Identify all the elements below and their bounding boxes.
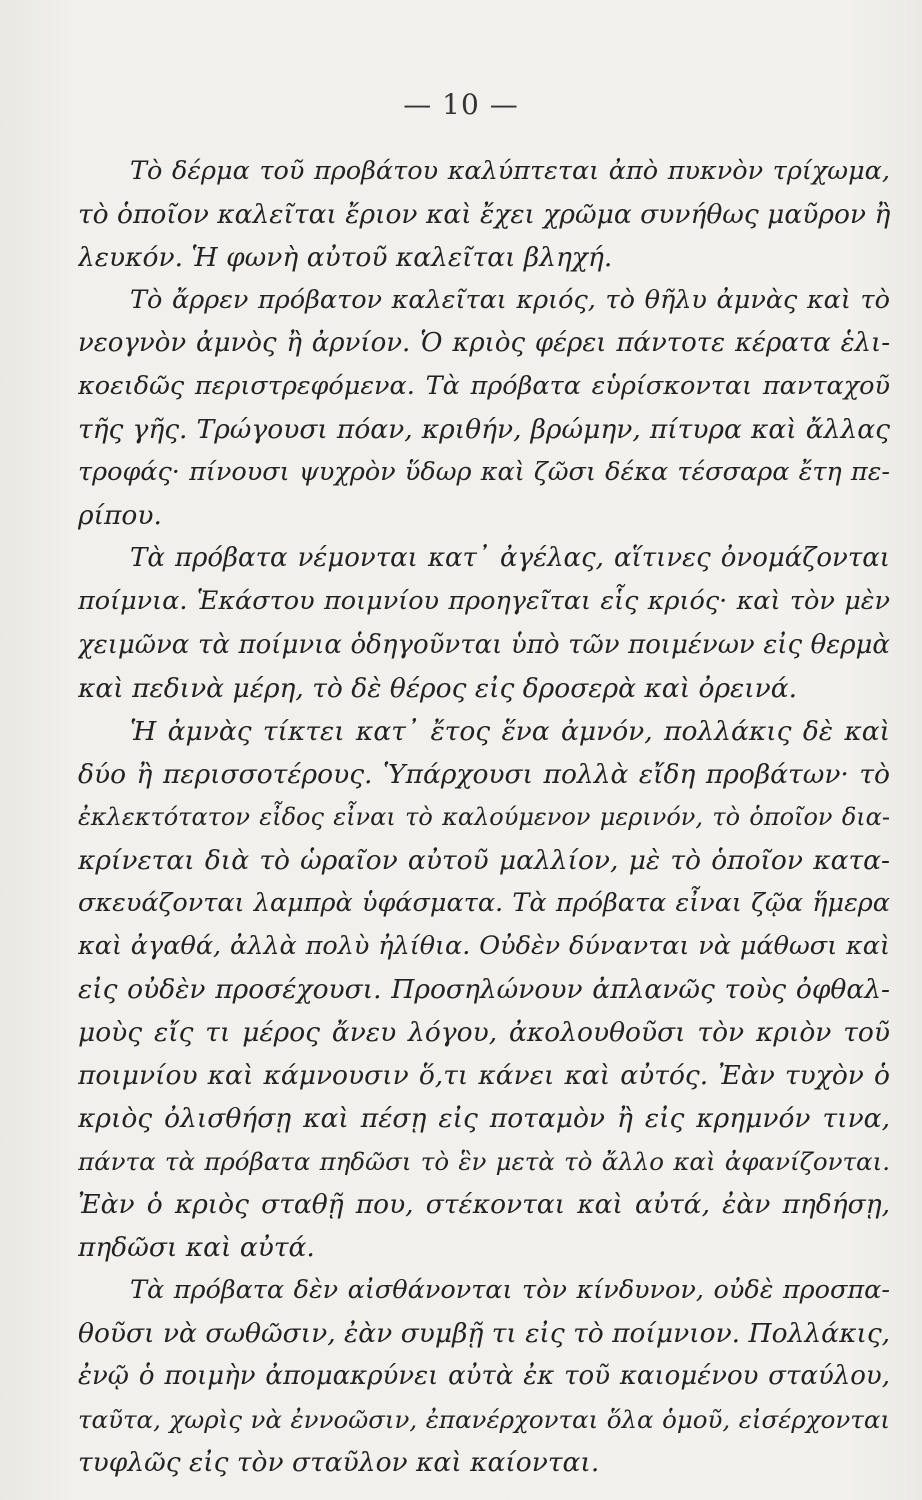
- text-line: πηδῶσι καὶ αὐτά.: [78, 1232, 315, 1264]
- text-line: ρίπου.: [78, 500, 162, 532]
- text-line: τὸ ὁποῖον καλεῖται ἔριον καὶ ἔχει χρῶμα συνήθως μαῦρον ἢ: [78, 199, 890, 231]
- text-line: εἰς οὐδὲν προσέχουσι. Προσηλώνουν ἀπλανῶς τοὺς ὀφθαλ-: [78, 973, 890, 1005]
- text-line: ἐνῷ ὁ ποιμὴν ἀπομακρύνει αὐτὰ ἐκ τοῦ καιομένου σταύλου,: [78, 1361, 890, 1392]
- text-line: δύο ἢ περισσοτέρους. Ὑπάρχουσι πολλὰ εἴδη προβάτων· τὸ: [78, 758, 890, 790]
- text-line: Τὸ δέρμα τοῦ προβάτου καλύπτεται ἀπὸ πυκνὸν τρίχωμα,: [130, 156, 890, 186]
- text-line: πάντα τὰ πρόβατα πηδῶσι τὸ ἓν μετὰ τὸ ἄλλο καὶ ἀφανίζονται.: [78, 1147, 890, 1177]
- text-line: Τὰ πρόβατα νέμονται κατ᾿ ἀγέλας, αἵτινες ὀνομάζονται: [130, 543, 890, 574]
- text-line: Ἐὰν ὁ κριὸς σταθῇ που, στέκονται καὶ αὐτά, ἐὰν πηδήσῃ,: [78, 1189, 890, 1221]
- text-line: ποιμνίου καὶ κάμνουσιν ὅ,τι κάνει καὶ αὐτός. Ἐὰν τυχὸν ὁ: [78, 1059, 890, 1091]
- text-line: νεογνὸν ἀμνὸς ἢ ἀρνίον. Ὁ κριὸς φέρει πάντοτε κέρατα ἑλι-: [78, 328, 890, 359]
- text-line: θοῦσι νὰ σωθῶσιν, ἐὰν συμβῇ τι εἰς τὸ ποίμνιον. Πολλάκις,: [78, 1318, 890, 1350]
- text-line: καὶ πεδινὰ μέρη, τὸ δὲ θέρος εἰς δροσερὰ καὶ ὀρεινά.: [78, 672, 798, 704]
- text-line: Ἡ ἀμνὰς τίκτει κατ᾿ ἔτος ἕνα ἀμνόν, πολλάκις δὲ καὶ: [130, 715, 890, 747]
- text-line: ἐκλεκτότατον εἶδος εἶναι τὸ καλούμενον μερινόν, τὸ ὁποῖον δια-: [78, 802, 890, 831]
- text-line: λευκόν. Ἡ φωνὴ αὐτοῦ καλεῖται βληχή.: [78, 242, 613, 274]
- text-line: ποίμνια. Ἑκάστου ποιμνίου προηγεῖται εἷς κριός· καὶ τὸν μὲν: [78, 586, 890, 617]
- text-line: τροφάς· πίνουσι ψυχρὸν ὕδωρ καὶ ζῶσι δέκα τέσσαρα ἔτη πε-: [78, 457, 890, 488]
- text-line: Τὰ πρόβατα δὲν αἰσθάνονται τὸν κίνδυνον, οὐδὲ προσπα-: [130, 1275, 890, 1306]
- text-line: κοειδῶς περιστρεφόμενα. Τὰ πρόβατα εὑρίσκονται πανταχοῦ: [78, 371, 890, 402]
- text-line: τῆς γῆς. Τρώγουσι πόαν, κριθήν, βρώμην, πίτυρα καὶ ἄλλας: [78, 414, 890, 446]
- text-line: καὶ ἀγαθά, ἀλλὰ πολὺ ἠλίθια. Οὐδὲν δύνανται νὰ μάθωσι καὶ: [78, 930, 890, 961]
- text-line: κριὸς ὀλισθήσῃ καὶ πέσῃ εἰς ποταμὸν ἢ εἰς κρημνόν τινα,: [78, 1103, 890, 1135]
- text-line: κρίνεται διὰ τὸ ὡραῖον αὐτοῦ μαλλίον, μὲ τὸ ὁποῖον κατα-: [78, 844, 890, 876]
- text-line: Τὸ ἄρρεν πρόβατον καλεῖται κριός, τὸ θῆλυ ἀμνὰς καὶ τὸ: [130, 285, 890, 316]
- page-number: — 10 —: [403, 88, 519, 121]
- body-text: [78, 150, 890, 1484]
- text-line: ταῦτα, χωρὶς νὰ ἐννοῶσιν, ἐπανέρχονται ὅλα ὁμοῦ, εἰσέρχονται: [78, 1405, 890, 1435]
- text-line: τυφλῶς εἰς τὸν σταῦλον καὶ καίονται.: [78, 1447, 600, 1479]
- text-line: σκευάζονται λαμπρὰ ὑφάσματα. Τὰ πρόβατα εἶναι ζῷα ἥμερα: [78, 887, 890, 918]
- text-line: μοὺς εἴς τι μέρος ἄνευ λόγου, ἀκολουθοῦσι τὸν κριὸν τοῦ: [78, 1016, 890, 1048]
- text-line: χειμῶνα τὰ ποίμνια ὁδηγοῦνται ὑπὸ τῶν ποιμένων εἰς θερμὰ: [78, 629, 890, 660]
